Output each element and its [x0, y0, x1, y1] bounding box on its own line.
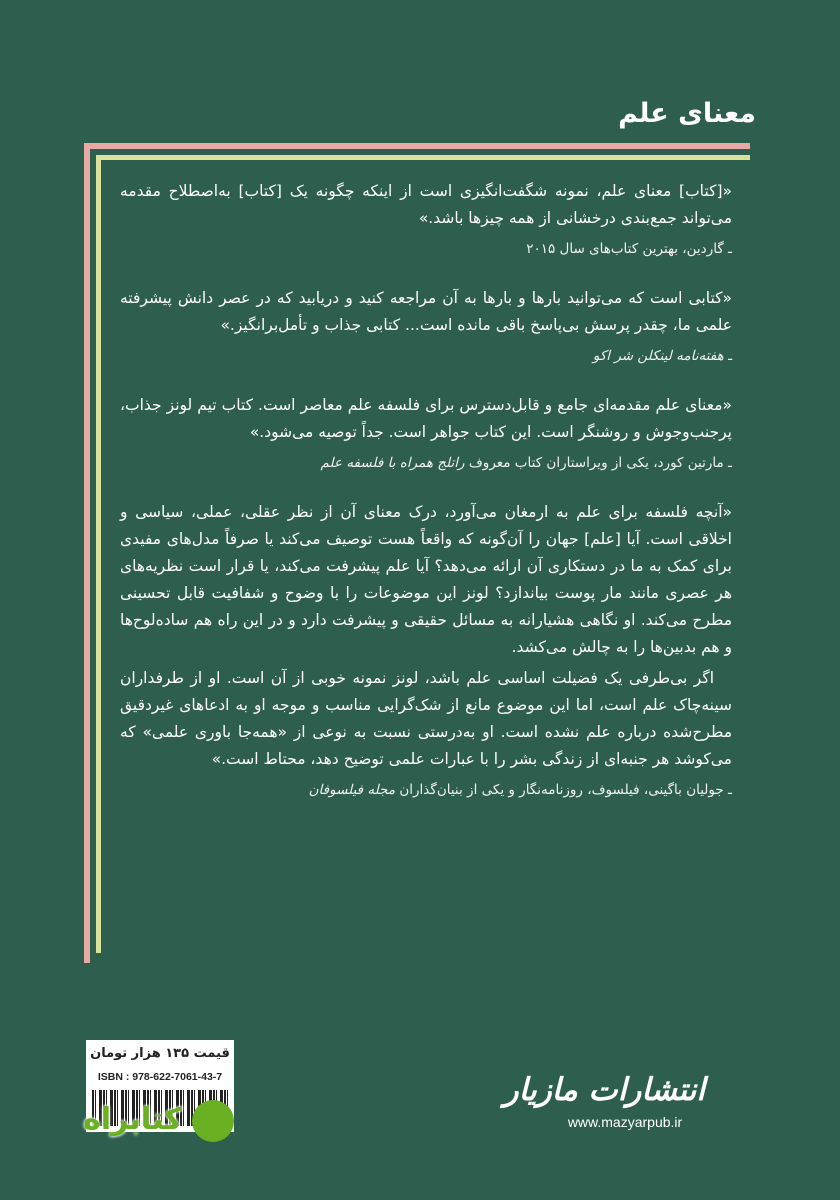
price-label: قیمت ۱۳۵ هزار تومان	[90, 1046, 230, 1061]
attribution-source: مجله فیلسوفان	[308, 782, 396, 798]
attribution-source: راتلج همراه با فلسفه علم	[320, 455, 465, 471]
quote-2	[120, 285, 732, 370]
quote-text: «[کتاب] معنای علم، نمونه شگفت‌انگیزی است از اینکه چگونه یک [کتاب] به‌اصطلاح مقدمه می‌تواند جمع‌بندی درخشانی از همه چیزها باشد.»	[120, 182, 732, 227]
quote-3	[120, 392, 732, 477]
quote-attribution	[120, 450, 732, 477]
quote-attribution: ـ گاردین، بهترین کتاب‌های سال ۲۰۱۵	[526, 241, 732, 257]
quote-text: «معنای علم مقدمه‌ای جامع و قابل‌دسترس برای فلسفه علم معاصر است. کتاب تیم لونز جذاب، پرجنب‌وجوش و روشنگر است. این کتاب جواهر است. جداً توصیه می‌شود.»	[120, 396, 732, 441]
watermark-text: کتابراه	[83, 1102, 182, 1137]
quote-1	[120, 178, 732, 263]
publisher-logo: انتشارات مازیار	[503, 1072, 705, 1108]
quote-attribution	[120, 343, 732, 370]
watermark-logo-icon	[192, 1100, 234, 1142]
quotes-section	[120, 178, 732, 826]
quote-text: «آنچه فلسفه برای علم به ارمغان می‌آورد، درک معنای آن از نظر عقلی، عملی، سیاسی و اخلاقی است. آیا [علم] جهان را آن‌گونه که واقعاً هست توصیف می‌کند یا صرفاً مدل‌های مفیدی برای کمک به ما در دستکاری آن ارائه می‌دهد؟ آیا علم پیشرفت می‌کند، یا قرار است نظریه‌های هر عصری مانند مار پوست بیاندازد؟ لونز این موضوعات را با وضوح و شفافیت قابل تحسینی مطرح می‌کند. او نگاهی هشیارانه به مسائل حقیقی و پیشرفت دارد و در این راه هم ساده‌لوح‌ها و هم بدبین‌ها را به چالش می‌کشد.	[120, 503, 732, 656]
publisher-url: www.mazyarpub.ir	[567, 1114, 683, 1130]
quote-text: «کتابی است که می‌توانید بارها و بارها به آن مراجعه کنید و دریابید که در عصر دانش پیشرفته علمی ما، چقدر پرسش بی‌پاسخ باقی مانده است... کتابی جذاب و تأمل‌برانگیز.»	[120, 289, 732, 334]
quote-attribution	[120, 777, 732, 804]
isbn-label: ISBN : 978-622-7061-43-7	[97, 1071, 223, 1083]
ketabrah-watermark	[24, 1090, 234, 1170]
quote-text-continued: اگر بی‌طرفی یک فضیلت اساسی علم باشد، لونز نمونه خوبی از آن است. او از طرفداران سینه‌چاک علم است، اما این موضوع مانع از شک‌گرایی مناسب و موجه او به ادعاهای غیردقیق مطرح‌شده درباره علم نشده است. او به‌درستی نسبت به نوعی از «همه‌جا باوری علمی» که می‌کوشد هر جنبه‌ای از زندگی بشر را با عبارات علمی توضیح دهد، محتاط است.»	[120, 669, 732, 768]
attribution-prefix: ـ مارتین کورد، یکی از ویراستاران کتاب معروف	[468, 455, 732, 471]
attribution-prefix: ـ جولیان باگینی، فیلسوف، روزنامه‌نگار و یکی از بنیان‌گذاران	[399, 782, 732, 798]
quote-4	[120, 499, 732, 804]
publisher-block	[503, 1072, 705, 1130]
book-title: معنای علم	[618, 98, 756, 129]
attribution-source: ـ هفته‌نامه لینکلن شر اکو	[592, 348, 732, 364]
